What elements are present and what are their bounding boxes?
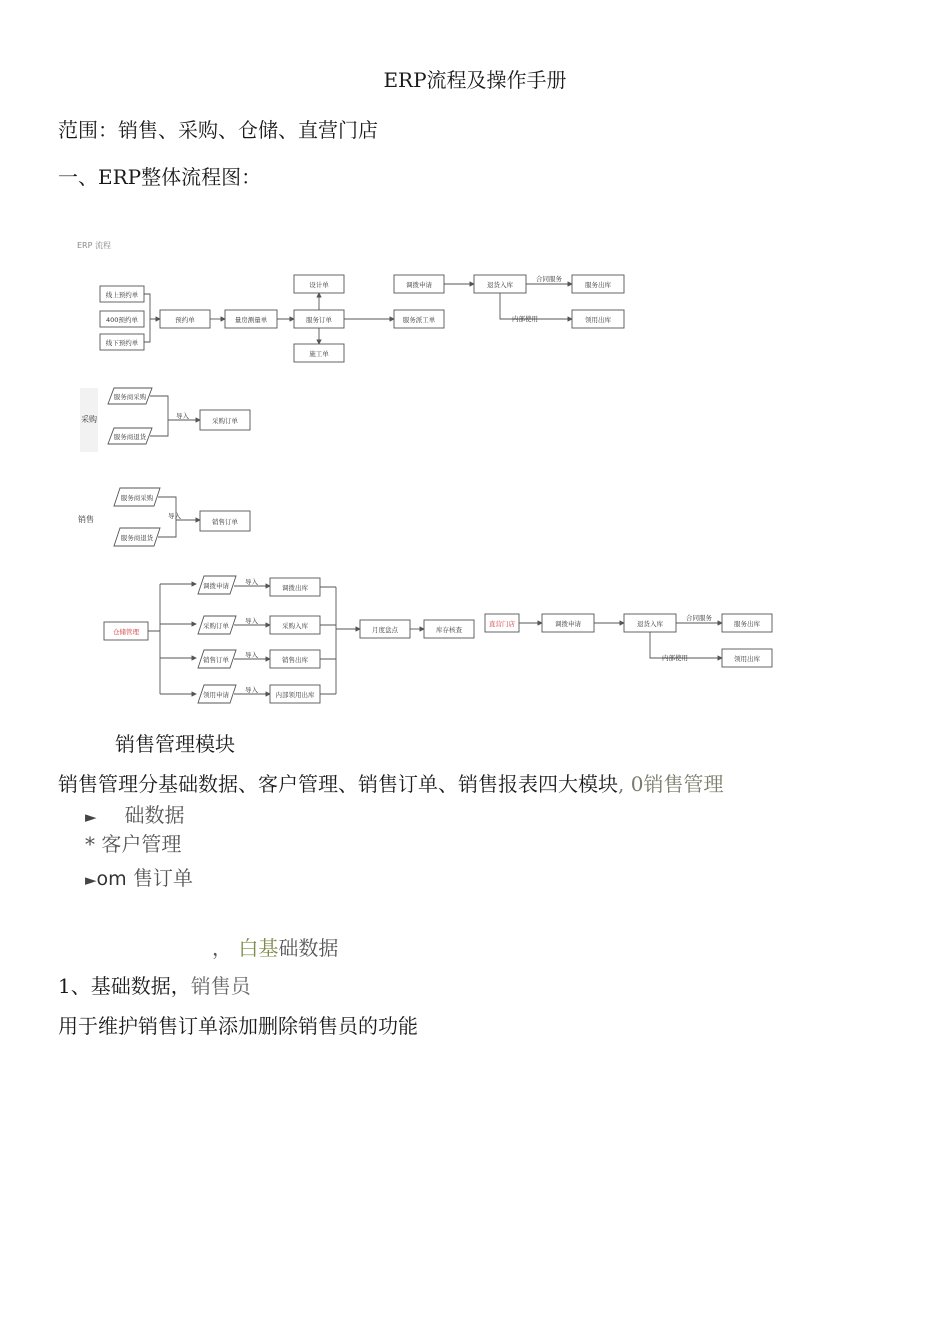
bullet-sales-order — [85, 862, 193, 891]
edge-internal: 内部使用 — [512, 315, 538, 323]
purchase-input-2: 服务商退货 — [113, 433, 147, 441]
sales-intro-end: 销售管理 — [643, 772, 724, 796]
node-construct: 施工单 — [309, 350, 329, 358]
purchase-side-label: 采购 — [81, 415, 97, 424]
document-title: ERP流程及操作手册 — [383, 68, 567, 92]
wh-audit: 库存核查 — [436, 626, 462, 634]
node-reserve: 预约单 — [175, 316, 195, 324]
warehouse-flow — [104, 576, 474, 703]
wh-doc-3: 销售订单 — [203, 656, 229, 664]
sales-intro-tail: , 0 — [618, 772, 644, 796]
store-start: 直营门店 — [489, 620, 515, 628]
sales-side-label: 销售 — [78, 515, 94, 524]
wh-action-4: 内部领用出库 — [275, 691, 315, 699]
warehouse-start: 仓储管理 — [113, 628, 139, 636]
purchase-input-1: 服务商采购 — [113, 393, 147, 401]
sales-target: 销售订单 — [212, 518, 238, 526]
row1-main-flow — [100, 274, 624, 362]
sales-input-2: 服务商退货 — [120, 534, 154, 542]
wh-doc-4: 领用申请 — [203, 691, 229, 699]
bullet-basic-data — [85, 799, 185, 828]
sales-intro — [58, 768, 723, 797]
store-edge-internal: 内部使用 — [662, 654, 688, 662]
asterisk-bullet-icon: * — [85, 832, 95, 856]
wh-action-2: 采购入库 — [282, 622, 308, 630]
sales-module-heading: 销售管理模块 — [115, 732, 235, 756]
sales-edge: 导入 — [168, 512, 181, 520]
purchase-edge: 导入 — [176, 412, 189, 420]
wh-check: 月度盘点 — [372, 626, 398, 634]
section-heading-flow: 一、ERP整体流程图： — [58, 165, 262, 189]
node-return-in: 退货入库 — [487, 281, 513, 289]
store-receive-out: 领用出库 — [734, 655, 760, 663]
wh-edge-2: 导入 — [245, 617, 258, 625]
node-dispatch: 服务派工单 — [402, 316, 436, 324]
scope-line: 范围：销售、采购、仓储、直营门店 — [58, 118, 378, 142]
node-online-reserve: 线上预约单 — [105, 291, 139, 299]
basic-comma: ， — [212, 936, 232, 960]
node-400-reserve: 400预约单 — [106, 316, 138, 324]
node-receive-out: 领用出库 — [585, 316, 611, 324]
sales-flow — [78, 488, 250, 546]
bullet-prefix: om — [96, 868, 127, 890]
erp-flowchart — [0, 220, 950, 710]
store-allocate: 调拨申请 — [555, 620, 581, 628]
store-edge-contract: 合同服务 — [686, 614, 712, 622]
item1-description: 用于维护销售订单添加删除销售员的功能 — [58, 1014, 418, 1038]
wh-edge-1: 导入 — [245, 578, 258, 586]
edge-contract: 合同服务 — [536, 275, 562, 283]
flow-caption: ERP 流程 — [77, 241, 111, 250]
sales-input-1: 服务商采购 — [120, 494, 154, 502]
bullet-customer — [85, 828, 181, 857]
sales-intro-main: 销售管理分基础数据、客户管理、销售订单、销售报表四大模块 — [58, 772, 618, 796]
bullet-text: 客户管理 — [101, 832, 182, 856]
triangle-bullet-icon: ► — [85, 808, 97, 826]
node-allocate: 调拨申请 — [406, 281, 432, 289]
wh-edge-3: 导入 — [245, 651, 258, 659]
basic-highlight: 白基 — [238, 936, 279, 960]
item1-tail: 销售员 — [190, 974, 251, 998]
wh-action-1: 调拨出库 — [282, 584, 308, 592]
item1-main: 1、基础数据， — [58, 974, 191, 998]
store-return-in: 退货入库 — [637, 620, 663, 628]
node-design: 设计单 — [309, 281, 329, 289]
item1-heading — [58, 970, 251, 999]
store-service-out: 服务出库 — [734, 620, 760, 628]
bullet-text: 售订单 — [133, 866, 194, 890]
wh-edge-4: 导入 — [245, 686, 258, 694]
basic-rest: 础数据 — [278, 936, 339, 960]
wh-doc-2: 采购订单 — [203, 622, 229, 630]
node-measure: 量房测量单 — [234, 316, 268, 324]
bullet-text: 础数据 — [124, 803, 185, 827]
purchase-flow — [80, 388, 250, 452]
node-offline-reserve: 线下预约单 — [105, 339, 139, 347]
wh-action-3: 销售出库 — [282, 656, 308, 664]
triangle-bullet-icon: ► — [85, 871, 97, 889]
node-service-out: 服务出库 — [585, 281, 611, 289]
purchase-target: 采购订单 — [212, 417, 238, 425]
node-service-order: 服务订单 — [306, 316, 332, 324]
store-flow — [485, 613, 772, 667]
wh-doc-1: 调拨申请 — [203, 582, 229, 590]
basic-data-heading — [212, 932, 338, 961]
